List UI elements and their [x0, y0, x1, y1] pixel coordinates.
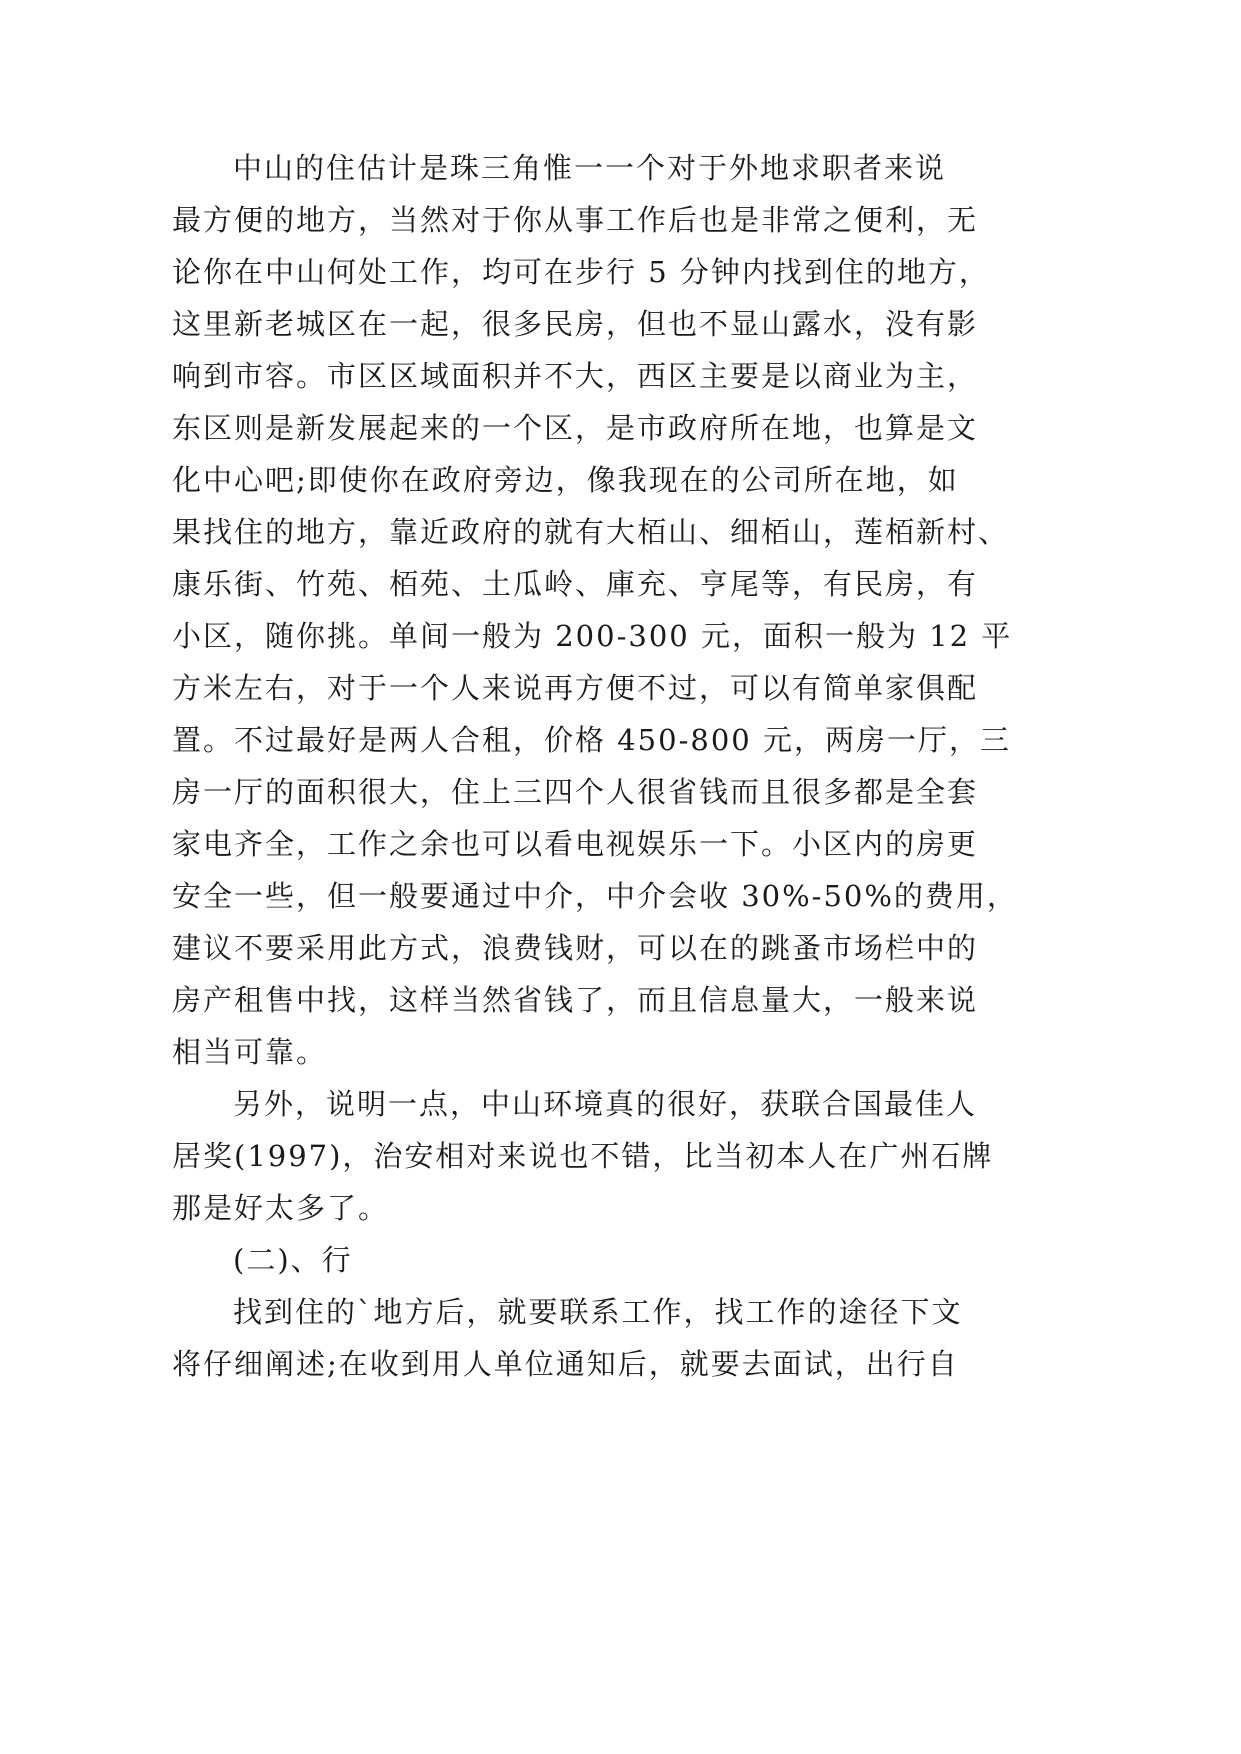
text-line: 论你在中山何处工作，均可在步行 5 分钟内找到住的地方，: [172, 255, 990, 289]
text-line: 居奖(1997)，治安相对来说也不错，比当初本人在广州石牌: [172, 1139, 994, 1173]
text-line: 家电齐全，工作之余也可以看电视娱乐一下。小区内的房更: [172, 827, 979, 861]
text-line: 建议不要采用此方式，浪费钱财，可以在的跳蚤市场栏中的: [172, 931, 979, 965]
text-line: 房一厅的面积很大，住上三四个人很省钱而且很多都是全套: [172, 775, 979, 809]
text-line: 房产租售中找，这样当然省钱了，而且信息量大，一般来说: [172, 983, 979, 1017]
text-line: 小区，随你挑。单间一般为 200-300 元，面积一般为 12 平: [172, 619, 1013, 653]
text-line: 置。不过最好是两人合租，价格 450-800 元，两房一厅，三: [172, 723, 1011, 757]
text-line: 那是好太多了。: [172, 1191, 390, 1225]
text-line: 中山的住估计是珠三角惟一一个对于外地求职者来说: [233, 151, 947, 185]
text-line: 找到住的`地方后，就要联系工作，找工作的途径下文: [233, 1295, 963, 1329]
text-line: 康乐街、竹苑、栢苑、土瓜岭、庫充、亨尾等，有民房，有: [172, 567, 979, 601]
text-line: 安全一些，但一般要通过中介，中介会收 30%-50%的费用，: [172, 879, 1018, 913]
text-line: 响到市容。市区区域面积并不大，西区主要是以商业为主，: [172, 359, 979, 393]
text-line: 最方便的地方，当然对于你从事工作后也是非常之便利，无: [172, 203, 979, 237]
text-line: 将仔细阐述;在收到用人单位通知后，就要去面试，出行自: [172, 1347, 959, 1381]
text-line: 方米左右，对于一个人来说再方便不过，可以有简单家俱配: [172, 671, 979, 705]
text-line: 相当可靠。: [172, 1035, 328, 1069]
text-line: 这里新老城区在一起，很多民房，但也不显山露水，没有影: [172, 307, 979, 341]
text-line: 东区则是新发展起来的一个区，是市政府所在地，也算是文: [172, 411, 979, 445]
text-line: 另外，说明一点，中山环境真的很好，获联合国最佳人: [233, 1087, 978, 1121]
section-heading: (二)、行: [233, 1243, 353, 1277]
text-line: 果找住的地方，靠近政府的就有大栢山、细栢山，莲栢新村、: [172, 515, 1010, 549]
text-line: 化中心吧;即使你在政府旁边，像我现在的公司所在地，如: [172, 463, 959, 497]
